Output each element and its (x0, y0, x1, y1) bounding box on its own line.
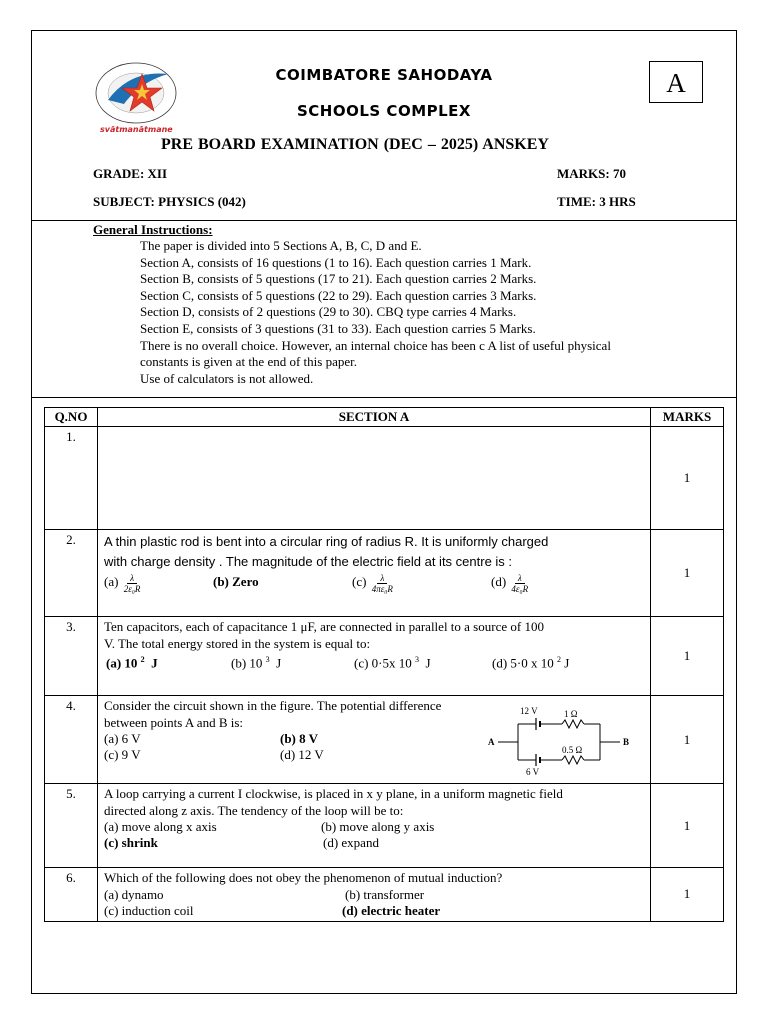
instruction-item: Section D, consists of 2 questions (29 to 30). CBQ type carries 4 Marks. (140, 304, 517, 320)
fraction-c: $\frac{\lambda}{\text{4πε₀R}}$ (371, 572, 393, 594)
option-d: (d) expand (323, 835, 379, 850)
question-marks: 1 (651, 696, 724, 784)
option-d: (d) 5·0 x 10 $^2$ J (492, 655, 570, 671)
circuit-node-b: B (623, 737, 630, 747)
option-d: (d) (491, 574, 507, 589)
option-c: (c) 0·5x 10 $^3$ J (354, 655, 431, 671)
question-text: Consider the circuit shown in the figure. The potential difference between points A and B is: (104, 698, 442, 730)
question-text: Ten capacitors, each of capacitance 1 μF, are connected in parallel to a source of 100 V. The total energy stored in the system is equal to: (104, 619, 544, 651)
question-text: A loop carrying a current I clockwise, is placed in x y plane, in a uniform magnetic field directed along z axis. The tendency of the loop will be to: (104, 786, 563, 818)
option-c: (c) shrink (104, 835, 158, 850)
question-marks: 1 (651, 427, 724, 530)
question-number: 2. (66, 532, 76, 547)
fraction-a: $\frac{\lambda}{\text{2ε₀R}}$ (123, 572, 141, 594)
grade-label: GRADE: XII (93, 166, 168, 181)
instruction-item: Section B, consists of 5 questions (17 to 21). Each question carries 2 Marks. (140, 271, 537, 287)
option-a: (a) 10 $^2$ J (106, 655, 158, 671)
question-body-empty (98, 427, 651, 530)
subject-label: SUBJECT: PHYSICS (042) (93, 194, 246, 209)
question-marks: 1 (651, 784, 724, 868)
question-marks: 1 (651, 617, 724, 696)
option-b: (b) transformer (345, 886, 425, 902)
option-b: (b) move along y axis (321, 819, 435, 834)
question-options (104, 572, 644, 594)
instructions-heading: General Instructions: (93, 222, 213, 237)
question-text: Which of the following does not obey the phenomenon of mutual induction? (104, 870, 503, 885)
question-number: 1. (66, 429, 76, 444)
circuit-label-v-top: 12 V (520, 706, 538, 716)
table-row (45, 784, 724, 868)
option-c: (c) 9 V (104, 747, 141, 762)
question-text: A thin plastic rod is bent into a circular ring of radius R. It is uniformly charged with charge density . The magnitude of the electric field at its centre is : (104, 534, 549, 569)
question-number: 6. (66, 870, 76, 885)
instruction-item: There is no overall choice. However, an internal choice has been c A list of useful physical constants is given at the end of this paper. (140, 337, 611, 370)
instruction-item: Use of calculators is not allowed. (140, 370, 314, 386)
question-marks: 1 (651, 530, 724, 617)
table-header-row (45, 408, 724, 427)
circuit-label-r-top: 1 Ω (564, 709, 578, 719)
table-row (45, 868, 724, 922)
option-c: (c) induction coil (104, 902, 194, 918)
marks-label: MARKS: 70 (557, 166, 626, 181)
option-d: (d) electric heater (342, 902, 441, 918)
question-options (104, 652, 644, 670)
col-qno-header: Q.NO (45, 408, 98, 427)
question-options (104, 731, 449, 765)
questions-table (44, 407, 724, 922)
instruction-item: Section C, consists of 5 questions (22 to 29). Each question carries 3 Marks. (140, 287, 537, 303)
question-number: 3. (66, 619, 76, 634)
school-name-line2: SCHOOLS COMPLEX (296, 102, 471, 120)
col-section-header: SECTION A (98, 408, 651, 427)
option-d: (d) 12 V (280, 747, 324, 762)
option-a: (a) dynamo (104, 886, 164, 902)
circuit-label-v-bottom: 6 V (526, 767, 540, 776)
option-b: (b) Zero (213, 574, 259, 589)
set-label-box: A (649, 61, 703, 103)
time-label: TIME: 3 HRS (557, 194, 636, 209)
header-divider (31, 220, 737, 221)
table-row (45, 696, 724, 784)
circuit-node-a: A (488, 737, 495, 747)
instruction-item: Section E, consists of 3 questions (31 to 33). Each question carries 5 Marks. (140, 320, 536, 336)
fraction-d: $\frac{\lambda}{\text{4ε₀R}}$ (511, 572, 529, 594)
option-b: (b) 10 $^3$ J (231, 655, 282, 671)
option-b: (b) 8 V (280, 731, 319, 746)
table-row (45, 617, 724, 696)
logo-motto: svātmanātmane (100, 125, 173, 134)
table-row (45, 530, 724, 617)
option-a: (a) 6 V (104, 731, 141, 746)
table-row (45, 427, 724, 530)
instructions-divider (31, 397, 737, 398)
question-options (104, 887, 644, 919)
question-number: 4. (66, 698, 76, 713)
instructions-list (140, 238, 660, 387)
col-marks-header: MARKS (651, 408, 724, 427)
option-c: (c) (352, 574, 367, 589)
school-name-line1: COIMBATORE SAHODAYA (275, 66, 493, 84)
circuit-label-r-bottom: 0.5 Ω (562, 745, 583, 755)
instruction-item: Section A, consists of 16 questions (1 to 16). Each question carries 1 Mark. (140, 254, 532, 270)
question-marks: 1 (651, 868, 724, 922)
option-a: (a) move along x axis (104, 819, 217, 834)
circuit-diagram (488, 704, 638, 776)
question-number: 5. (66, 786, 76, 801)
instruction-item: The paper is divided into 5 Sections A, B, C, D and E. (140, 238, 422, 253)
exam-title: PRE BOARD EXAMINATION (DEC – 2025) ANSKEY (161, 136, 549, 153)
question-options (104, 819, 644, 853)
option-a: (a) (104, 574, 119, 589)
